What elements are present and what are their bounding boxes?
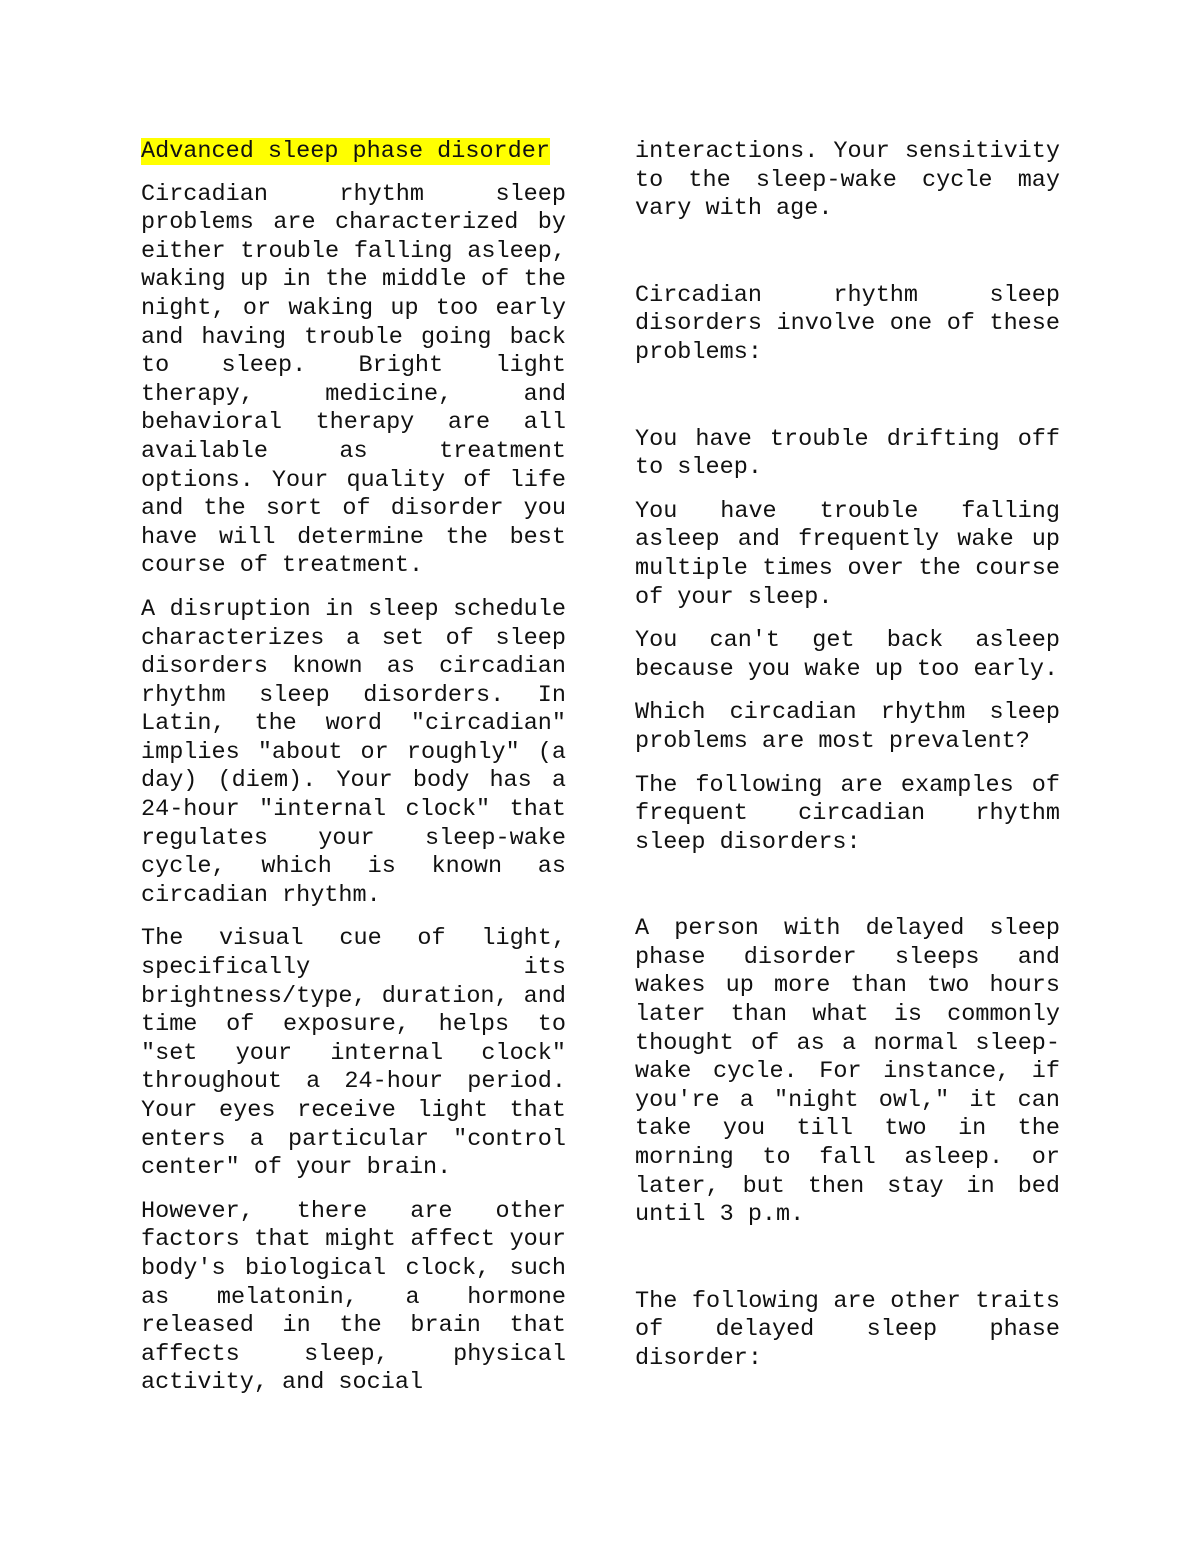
left-column: [141, 138, 566, 1413]
right-column: [635, 138, 1060, 1389]
list-item-problem: You have trouble drifting off to sleep.: [635, 425, 1060, 482]
paragraph: The following are other traits of delayed sleep phase disorder:: [635, 1287, 1060, 1372]
list-item-problem: You have trouble falling asleep and frequently wake up multiple times over the course of your sleep.: [635, 497, 1060, 611]
paragraph: interactions. Your sensitivity to the sleep-wake cycle may vary with age.: [635, 138, 1060, 223]
section-title: [141, 138, 566, 167]
subheading-question: Which circadian rhythm sleep problems are most prevalent?: [635, 699, 1060, 755]
paragraph: A person with delayed sleep phase disorder sleeps and wakes up more than two hours later than what is commonly thought of as a normal sleep-wake cycle. For instance, if you're a "night owl," it can take you till two in the morning to fall asleep. or later, but then stay in bed until 3 p.m.: [635, 915, 1060, 1229]
paragraph: The visual cue of light, specifically its brightness/type, duration, and time of exposure, helps to "set your internal clock" throughout a 24-hour period. Your eyes receive light that enters a particular "control center" of your brain.: [141, 925, 566, 1182]
highlighted-title-text: Advanced sleep phase disorder: [141, 138, 550, 165]
paragraph: A disruption in sleep schedule characterizes a set of sleep disorders known as circadian rhythm sleep disorders. In Latin, the word "circadian" implies "about or roughly" (a day) (diem). Your body has a 24-hour "internal clock" that regulates your sleep-wake cycle, which is known as circadian rhythm.: [141, 595, 566, 909]
paragraph: Circadian rhythm sleep problems are characterized by either trouble falling asleep, waking up in the middle of the night, or waking up too early and having trouble going back to sleep. Bright light therapy, medicine, and behavioral therapy are all available as treatment options. Your quality of life and the sort of disorder you have will determine the best course of treatment.: [141, 180, 566, 580]
paragraph: Circadian rhythm sleep disorders involve one of these problems:: [635, 281, 1060, 366]
list-item-problem: You can't get back asleep because you wake up too early.: [635, 627, 1060, 683]
paragraph: The following are examples of frequent circadian rhythm sleep disorders:: [635, 771, 1060, 856]
paragraph: However, there are other factors that might affect your body's biological clock, such as melatonin, a hormone released in the brain that affects sleep, physical activity, and social: [141, 1197, 566, 1397]
